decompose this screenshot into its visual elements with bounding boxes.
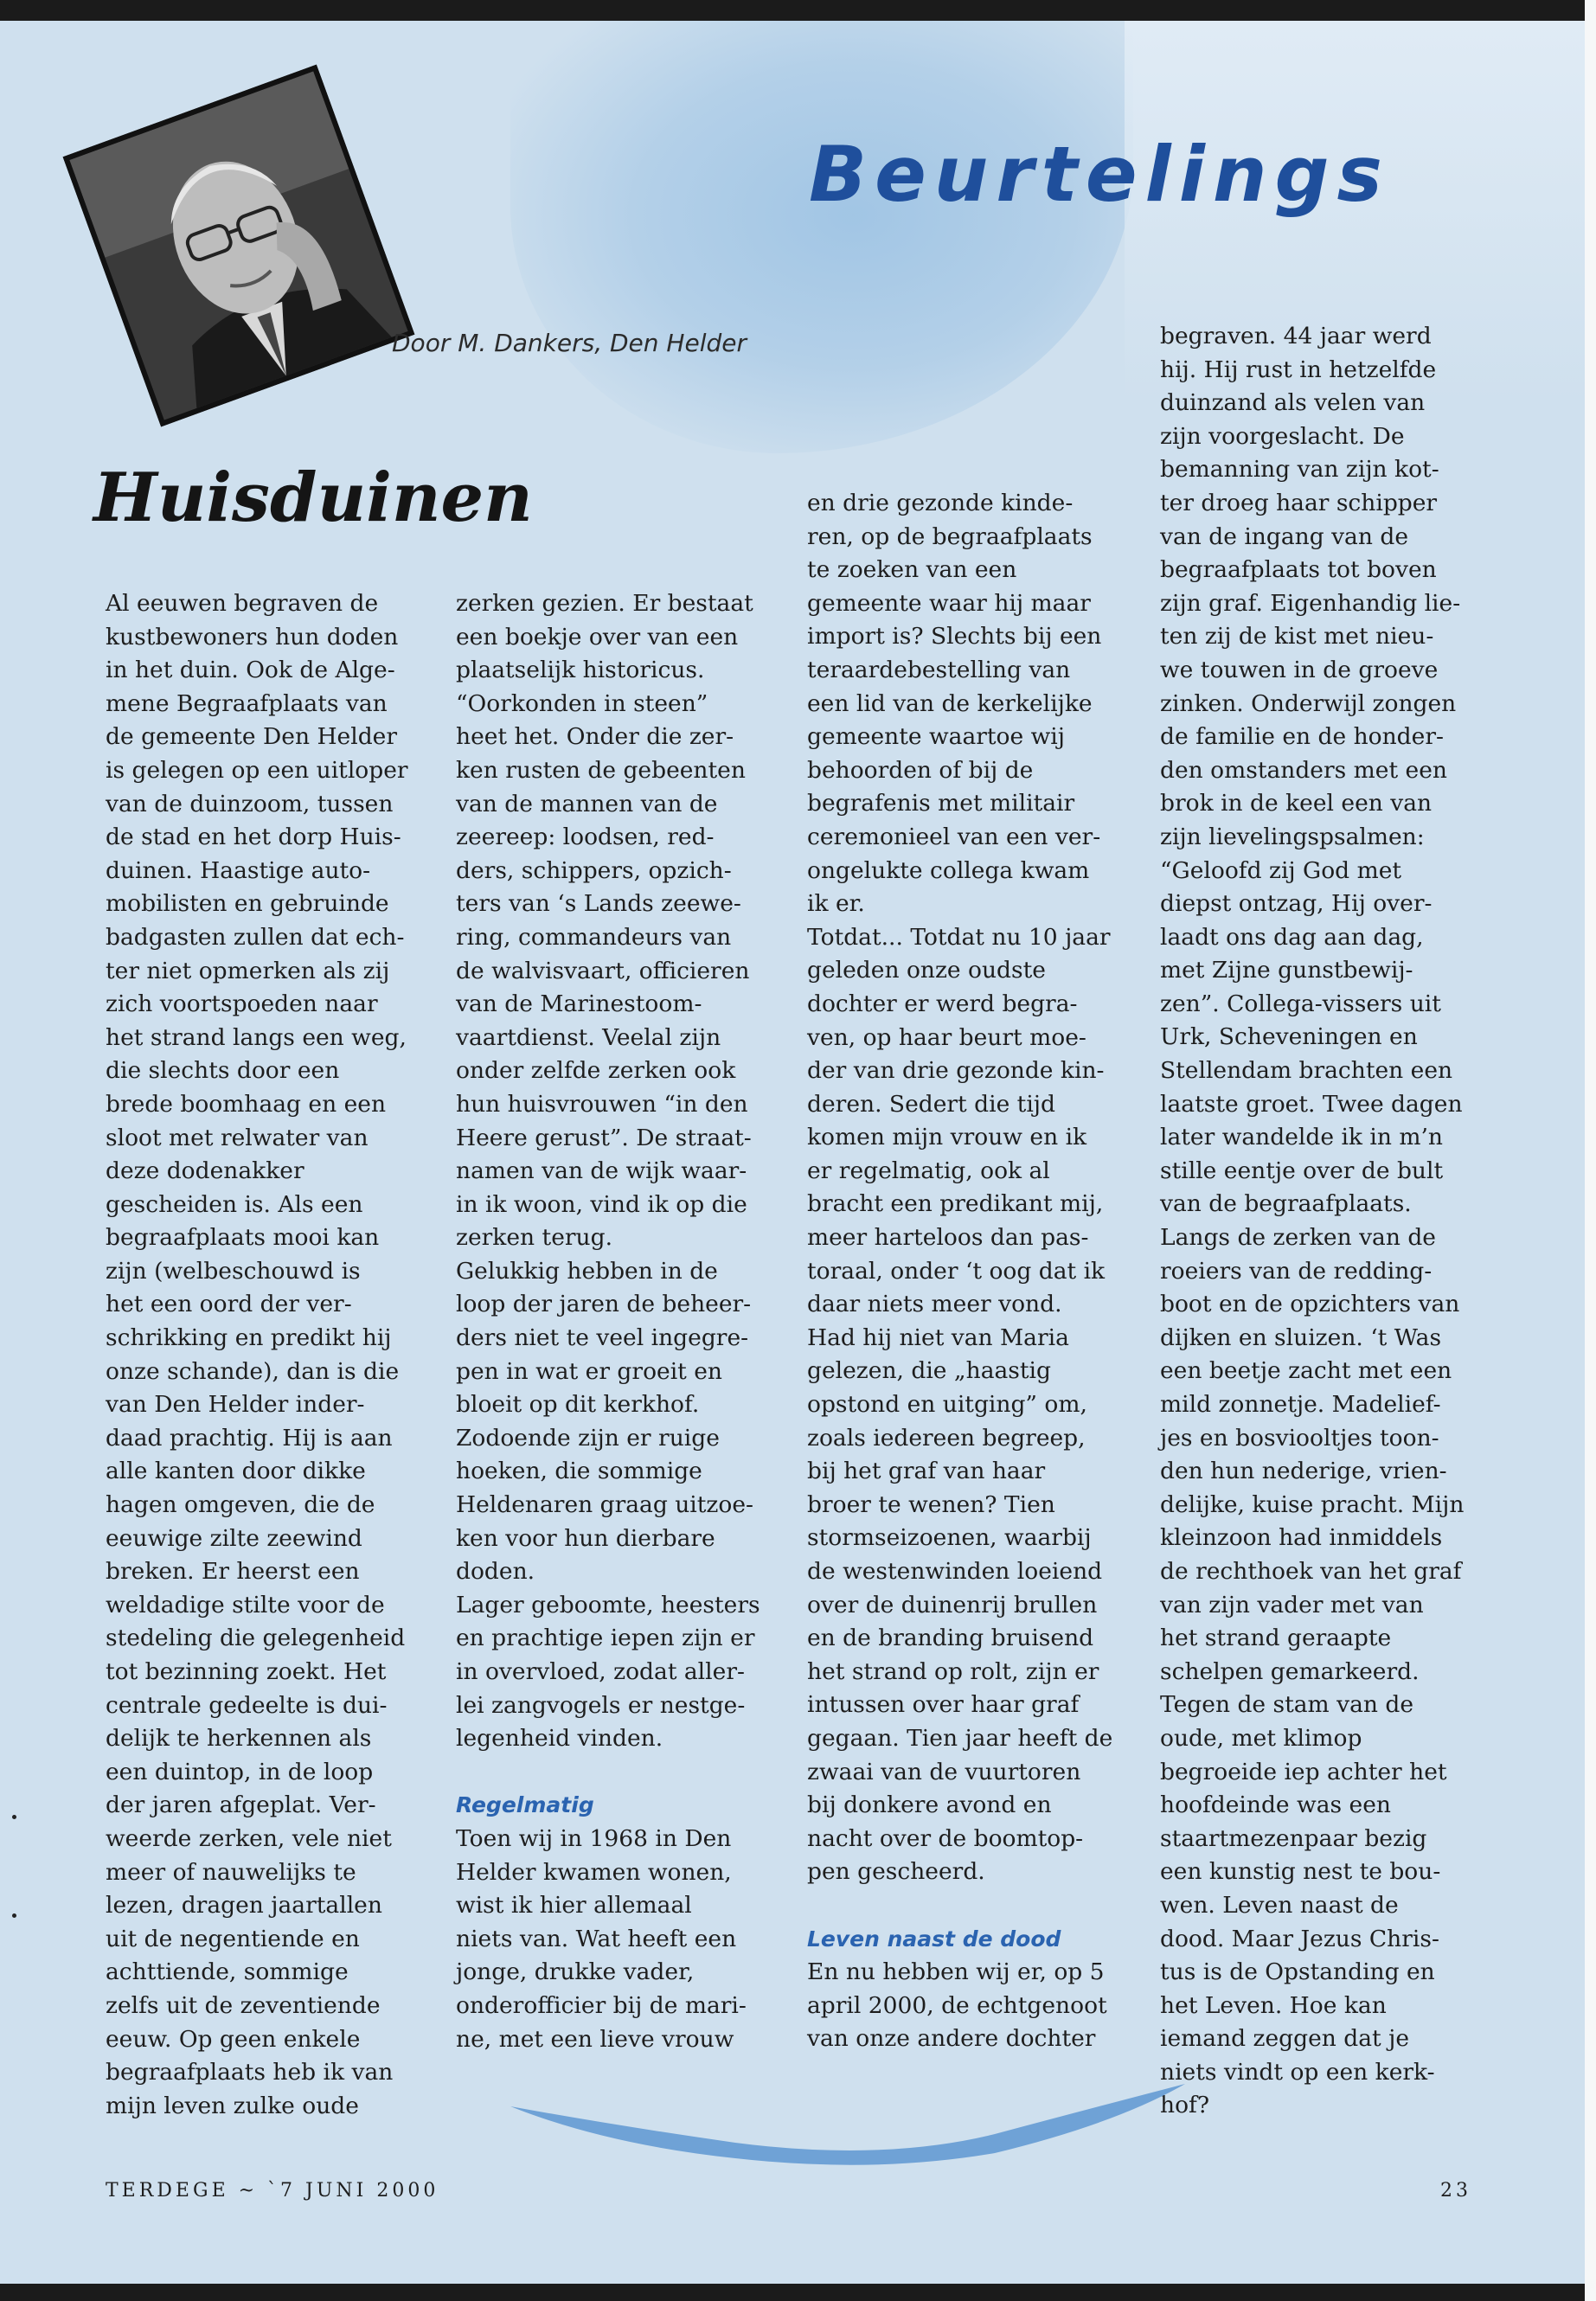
text-line: staartmezenpaar bezig	[1160, 1824, 1427, 1852]
text-line: legenheid vinden.	[456, 1725, 663, 1753]
text-line: gelezen, die „haastig	[807, 1357, 1051, 1385]
article-headline: Huisduinen	[93, 458, 533, 537]
text-line: ceremonieel van een ver-	[807, 823, 1101, 850]
byline: Door M. Dankers, Den Helder	[392, 329, 747, 357]
text-line: import is? Slechts bij een	[807, 623, 1102, 651]
text-line: intussen over haar graf	[807, 1691, 1080, 1719]
text-line: ik er.	[807, 890, 865, 918]
subheading-leven-naast-de-dood: Leven naast de dood	[807, 1926, 1061, 1952]
text-line: in overvloed, zodat aller-	[456, 1658, 745, 1685]
text-line: dood. Maar Jezus Chris-	[1160, 1925, 1439, 1952]
text-line: centrale gedeelte is dui-	[106, 1691, 388, 1719]
text-line: van de Marinestoom-	[456, 990, 702, 1018]
text-line: ter niet opmerken als zij	[106, 957, 390, 984]
text-line: hoofdeinde was een	[1160, 1791, 1391, 1819]
text-line: onderofficier bij de mari-	[456, 1991, 747, 2019]
text-line: dijken en sluizen. ‘t Was	[1160, 1324, 1442, 1351]
article-column-1	[106, 587, 408, 2123]
article-column-2	[456, 587, 760, 2056]
text-line: de stad en het dorp Huis-	[106, 824, 401, 851]
text-line: hun huisvrouwen “in den	[456, 1090, 748, 1118]
text-line: stormseizoenen, waarbij	[807, 1524, 1092, 1552]
text-line: bracht een predikant mij,	[807, 1190, 1104, 1218]
text-line: stille eentje over de bult	[1160, 1157, 1444, 1184]
paragraph-gap	[456, 1756, 760, 1790]
page-number: 23	[1440, 2180, 1471, 2202]
text-line: gemeente waar hij maar	[807, 589, 1091, 617]
text-line: in het duin. Ook de Alge-	[106, 657, 395, 684]
text-line: meer harteloos dan pas-	[807, 1224, 1089, 1252]
text-line: ten zij de kist met nieu-	[1160, 623, 1434, 651]
text-line: plaatselijk historicus.	[456, 657, 705, 684]
text-line: diepst ontzag, Hij over-	[1160, 890, 1433, 918]
text-line: broer te wenen? Tien	[807, 1490, 1055, 1518]
text-line: de familie en de honder-	[1160, 723, 1444, 751]
text-line: roeiers van de redding-	[1160, 1257, 1433, 1285]
text-line: het Leven. Hoe kan	[1160, 1991, 1387, 2019]
text-line: En nu hebben wij er, op 5	[807, 1958, 1105, 1986]
text-line: ring, commandeurs van	[456, 923, 732, 951]
text-line: gescheiden is. Als een	[106, 1190, 363, 1218]
text-line: schelpen gemarkeerd.	[1160, 1657, 1420, 1685]
text-line: een kunstig nest te bou-	[1160, 1858, 1441, 1886]
text-line: jes en bosviooltjes toon-	[1160, 1424, 1439, 1452]
text-line: Stellendam brachten een	[1160, 1057, 1453, 1085]
text-line: delijke, kuise pracht. Mijn	[1160, 1490, 1465, 1518]
text-line: over de duinenrij brullen	[807, 1591, 1098, 1618]
subheading-regelmatig: Regelmatig	[456, 1792, 594, 1818]
text-line: ken rusten de gebeenten	[456, 756, 746, 784]
text-line: breken. Er heerst een	[106, 1558, 360, 1586]
text-line: doden.	[456, 1558, 535, 1586]
text-line: den hun nederige, vrien-	[1160, 1458, 1447, 1485]
text-line: uit de negentiende en	[106, 1925, 360, 1952]
article-column-3	[807, 487, 1112, 2056]
text-line: wist ik hier allemaal	[456, 1892, 692, 1920]
text-line: niets vindt op een kerk-	[1160, 2058, 1435, 2086]
footer-publication: TERDEGE ~ `7 JUNI 2000	[106, 2180, 439, 2202]
text-line: het een oord der ver-	[106, 1291, 352, 1318]
text-line: begraafplaats tot boven	[1160, 556, 1437, 584]
text-line: en drie gezonde kinde-	[807, 490, 1074, 516]
text-line: ters van ‘s Lands zeewe-	[456, 890, 741, 918]
text-line: van de duinzoom, tussen	[106, 790, 394, 817]
text-line: bij het graf van haar	[807, 1458, 1046, 1485]
text-line: eeuwige zilte zeewind	[106, 1524, 362, 1552]
text-line: zwaai van de vuurtoren	[807, 1758, 1081, 1785]
text-line: begrafenis met militair	[807, 790, 1075, 817]
text-line: pen in wat er groeit en	[456, 1357, 722, 1385]
scan-right-edge	[1585, 0, 1596, 2301]
text-line: Zodoende zijn er ruige	[456, 1424, 720, 1452]
text-line: Gelukkig hebben in de	[456, 1257, 718, 1285]
text-line: dochter er werd begra-	[807, 990, 1078, 1017]
text-line: gegaan. Tien jaar heeft de	[807, 1724, 1113, 1752]
author-portrait-image	[69, 71, 407, 420]
text-line: nacht over de boomtop-	[807, 1824, 1084, 1852]
text-line: de gemeente Den Helder	[106, 723, 398, 751]
text-line: gemeente waartoe wij	[807, 723, 1065, 751]
scan-top-edge	[0, 0, 1596, 21]
text-line: van zijn vader met van	[1160, 1591, 1424, 1618]
text-line: der jaren afgeplat. Ver-	[106, 1791, 376, 1819]
text-line: delijk te herkennen als	[106, 1725, 372, 1753]
text-line: jonge, drukke vader,	[456, 1958, 695, 1986]
text-line: en de branding bruisend	[807, 1625, 1094, 1652]
text-line: zijn voorgeslacht. De	[1160, 422, 1405, 450]
text-line: er regelmatig, ook al	[807, 1157, 1050, 1184]
text-line: onder zelfde zerken ook	[456, 1057, 736, 1085]
text-line: deze dodenakker	[106, 1157, 304, 1185]
text-line: iemand zeggen dat je	[1160, 2025, 1410, 2053]
text-line: sloot met relwater van	[106, 1124, 369, 1151]
text-line: Al eeuwen begraven de	[106, 590, 379, 617]
text-line: het strand langs een weg,	[106, 1023, 407, 1051]
text-line: eeuw. Op geen enkele	[106, 2025, 361, 2053]
text-line: opstond en uitging” om,	[807, 1391, 1087, 1419]
text-line: weldadige stilte voor de	[106, 1591, 385, 1618]
text-line: te zoeken van een	[807, 556, 1017, 584]
text-line: kleinzoon had inmiddels	[1160, 1524, 1443, 1552]
text-line: alle kanten door dikke	[106, 1458, 366, 1485]
text-line: een boekje over van een	[456, 623, 739, 651]
text-line: onze schande), dan is die	[106, 1357, 400, 1385]
text-line: Toen wij in 1968 in Den	[456, 1824, 732, 1852]
text-line: namen van de wijk waar-	[456, 1157, 747, 1185]
text-line: ter droeg haar schipper	[1160, 489, 1438, 516]
text-line: tus is de Opstanding en	[1160, 1958, 1435, 1986]
text-line: van onze andere dochter	[807, 2025, 1096, 2053]
text-line: het strand op rolt, zijn er	[807, 1657, 1099, 1685]
text-line: heet het. Onder die zer-	[456, 723, 734, 751]
text-line: Langs de zerken van de	[1160, 1224, 1436, 1252]
text-line: komen mijn vrouw en ik	[807, 1124, 1087, 1151]
text-line: boot en de opzichters van	[1160, 1291, 1460, 1318]
text-line: loop der jaren de beheer-	[456, 1291, 752, 1318]
text-line: zijn (welbeschouwd is	[106, 1257, 361, 1285]
text-line: later wandelde ik in m’n	[1160, 1124, 1443, 1151]
text-line: daad prachtig. Hij is aan	[106, 1424, 393, 1452]
text-line: ongelukte collega kwam	[807, 856, 1090, 884]
text-line: niets van. Wat heeft een	[456, 1925, 737, 1952]
scan-mark	[12, 1815, 16, 1819]
text-line: mobilisten en gebruinde	[106, 890, 389, 918]
text-line: hij. Hij rust in hetzelfde	[1160, 356, 1437, 383]
text-line: een lid van de kerkelijke	[807, 689, 1093, 717]
text-line: in ik woon, vind ik op die	[456, 1190, 747, 1218]
author-photo	[63, 65, 415, 427]
text-line: lei zangvogels er nestge-	[456, 1691, 746, 1719]
text-line: van Den Helder inder-	[106, 1391, 365, 1419]
scan-bottom-edge	[0, 2284, 1596, 2301]
text-line: vaartdienst. Veelal zijn	[456, 1023, 721, 1051]
text-line: de westenwinden loeiend	[807, 1558, 1103, 1585]
text-line: zijn graf. Eigenhandig lie-	[1160, 589, 1461, 617]
text-line: zich voortspoeden naar	[106, 990, 378, 1018]
text-line: zelfs uit de zeventiende	[106, 1991, 381, 2019]
text-line: mene Begraafplaats van	[106, 689, 388, 717]
text-line: zerken terug.	[456, 1224, 612, 1252]
text-line: begroeide iep achter het	[1160, 1758, 1447, 1785]
text-line: badgasten zullen dat ech-	[106, 923, 405, 951]
text-line: ne, met een lieve vrouw	[456, 2025, 734, 2053]
text-line: der van drie gezonde kin-	[807, 1057, 1105, 1085]
text-line: ken voor hun dierbare	[456, 1524, 715, 1552]
text-line: Totdat... Totdat nu 10 jaar	[807, 923, 1111, 951]
text-line: tot bezinning zoekt. Het	[106, 1658, 387, 1685]
text-line: “Oorkonden in steen”	[456, 689, 708, 717]
text-line: wen. Leven naast de	[1160, 1891, 1399, 1919]
text-line: mijn leven zulke oude	[106, 2092, 359, 2119]
text-line: begraafplaats mooi kan	[106, 1224, 380, 1252]
text-line: weerde zerken, vele niet	[106, 1824, 392, 1852]
text-line: april 2000, de echtgenoot	[807, 1991, 1107, 2019]
text-line: begraven. 44 jaar werd	[1160, 323, 1432, 349]
text-line: schrikking en predikt hij	[106, 1324, 392, 1352]
text-line: Helder kwamen wonen,	[456, 1858, 732, 1886]
text-line: Heere gerust”. De straat-	[456, 1124, 752, 1151]
text-line: zoals iedereen begreep,	[807, 1424, 1086, 1452]
text-line: hoeken, die sommige	[456, 1458, 702, 1485]
text-line: lezen, dragen jaartallen	[106, 1892, 382, 1920]
text-line: pen gescheerd.	[807, 1858, 985, 1886]
text-line: zerken gezien. Er bestaat	[456, 590, 753, 617]
text-line: zen”. Collega-vissers uit	[1160, 990, 1441, 1017]
text-line: die slechts door een	[106, 1057, 340, 1085]
text-line: stedeling die gelegenheid	[106, 1625, 406, 1652]
text-line: ven, op haar beurt moe-	[807, 1023, 1086, 1051]
text-line: van de mannen van de	[456, 790, 718, 817]
text-line: bij donkere avond en	[807, 1791, 1052, 1819]
text-line: mild zonnetje. Madelief-	[1160, 1391, 1441, 1418]
text-line: ders, schippers, opzich-	[456, 856, 732, 884]
text-line: een beetje zacht met een	[1160, 1357, 1452, 1385]
text-line: we touwen in de groeve	[1160, 656, 1439, 683]
text-line: zinken. Onderwijl zongen	[1160, 689, 1457, 717]
background-blue-shape	[510, 21, 1133, 453]
text-line: zijn lievelingspsalmen:	[1160, 823, 1425, 850]
text-line: een duintop, in de loop	[106, 1758, 374, 1785]
text-line: kustbewoners hun doden	[106, 623, 399, 651]
text-line: Urk, Scheveningen en	[1160, 1023, 1418, 1051]
text-line: hof?	[1160, 2092, 1210, 2119]
paragraph-gap	[807, 1889, 1112, 1923]
text-line: den omstanders met een	[1160, 756, 1447, 784]
text-line: brede boomhaag en een	[106, 1090, 387, 1118]
text-line: behoorden of bij de	[807, 756, 1034, 784]
article-column-4	[1160, 320, 1464, 2123]
text-line: achttiende, sommige	[106, 1958, 349, 1986]
text-line: ren, op de begraafplaats	[807, 522, 1093, 550]
text-line: geleden onze oudste	[807, 957, 1046, 984]
text-line: de walvisvaart, officieren	[456, 957, 750, 984]
text-line: ders niet te veel ingegre-	[456, 1324, 749, 1352]
text-line: duinen. Haastige auto-	[106, 856, 371, 884]
text-line: teraardebestelling van	[807, 656, 1071, 683]
text-line: van de begraafplaats.	[1160, 1190, 1412, 1218]
text-line: daar niets meer vond.	[807, 1291, 1062, 1318]
text-line: Had hij niet van Maria	[807, 1324, 1069, 1351]
text-line: begraafplaats heb ik van	[106, 2059, 394, 2086]
text-line: oude, met klimop	[1160, 1724, 1362, 1752]
text-line: het strand geraapte	[1160, 1625, 1392, 1652]
text-line: en prachtige iepen zijn er	[456, 1625, 755, 1652]
text-line: toraal, onder ‘t oog dat ik	[807, 1257, 1106, 1285]
text-line: zeereep: loodsen, red-	[456, 824, 715, 851]
text-line: deren. Sedert die tijd	[807, 1090, 1055, 1118]
text-line: Heldenaren graag uitzoe-	[456, 1491, 753, 1519]
text-line: van de ingang van de	[1160, 522, 1408, 550]
text-line: bemanning van zijn kot-	[1160, 456, 1439, 484]
text-line: brok in de keel een van	[1160, 790, 1433, 817]
decorative-wave	[510, 2072, 1185, 2167]
text-line: met Zijne gunstbewij-	[1160, 957, 1413, 984]
text-line: is gelegen op een uitloper	[106, 756, 408, 784]
text-line: de rechthoek van het graf	[1160, 1557, 1462, 1585]
text-line: “Geloofd zij God met	[1160, 856, 1402, 884]
scan-mark	[12, 1913, 16, 1918]
text-line: hagen omgeven, die de	[106, 1491, 375, 1519]
text-line: duinzand als velen van	[1160, 389, 1426, 417]
text-line: meer of nauwelijks te	[106, 1858, 356, 1886]
text-line: bloeit op dit kerkhof.	[456, 1391, 700, 1419]
text-line: Lager geboomte, heesters	[456, 1591, 760, 1618]
section-title: Beurtelings	[809, 130, 1390, 219]
text-line: laadt ons dag aan dag,	[1160, 923, 1424, 951]
text-line: laatste groet. Twee dagen	[1160, 1090, 1463, 1118]
text-line: Tegen de stam van de	[1160, 1691, 1414, 1719]
